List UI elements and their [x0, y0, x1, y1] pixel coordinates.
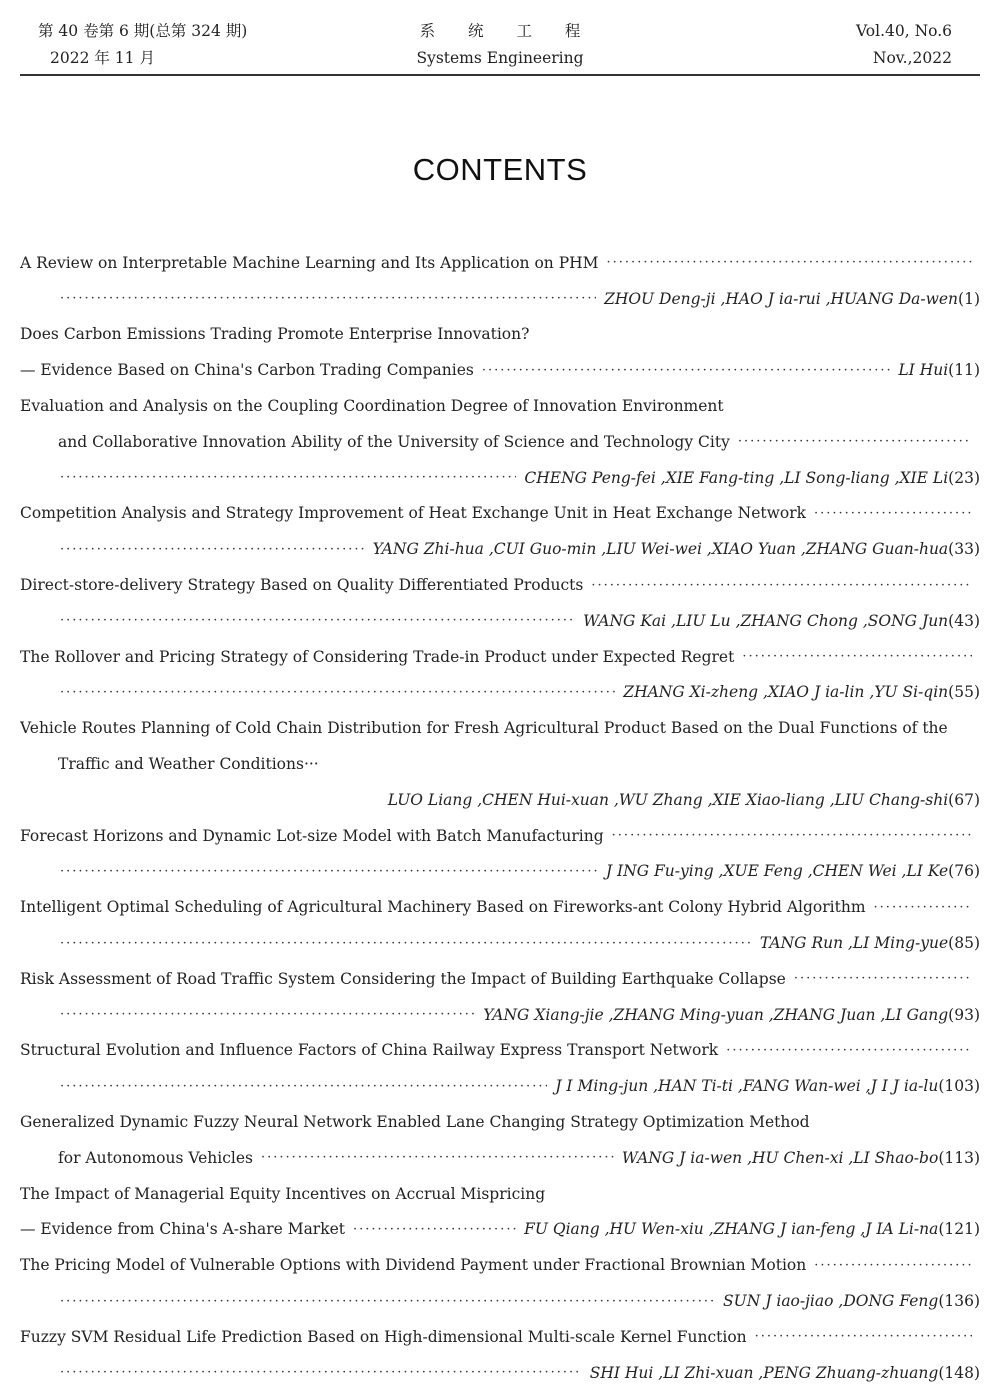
- leader-dots: [60, 1079, 547, 1094]
- article-title[interactable]: Risk Assessment of Road Traffic System Considering the Impact of Building Earthquake Collapse: [20, 969, 786, 988]
- page-number: (11): [948, 361, 980, 380]
- authors: J ING Fu-ying ,XUE Feng ,CHEN Wei ,LI Ke: [605, 862, 949, 881]
- toc-entry-title[interactable]: [20, 567, 980, 603]
- toc-entry-authors: [20, 281, 980, 317]
- article-title[interactable]: The Rollover and Pricing Strategy of Considering Trade-in Product under Expected Regret: [20, 647, 735, 666]
- authors: CHENG Peng-fei ,XIE Fang-ting ,LI Song-liang ,XIE Li: [524, 468, 949, 487]
- leader-dots: [60, 291, 596, 306]
- page-number: (1): [958, 289, 980, 308]
- toc-entry-authors: [20, 675, 980, 711]
- leader-dots: [607, 255, 972, 270]
- authors: ZHANG Xi-zheng ,XIAO J ia-lin ,YU Si-qin: [623, 683, 949, 702]
- toc-entry-title-cont: [20, 352, 980, 388]
- article-title[interactable]: Intelligent Optimal Scheduling of Agricultural Machinery Based on Fireworks-ant Colony Hybrid Algorithm: [20, 898, 866, 917]
- toc-entry-authors: [20, 925, 980, 961]
- page-title: CONTENTS: [412, 152, 588, 187]
- page-number: (23): [948, 468, 980, 487]
- article-title[interactable]: The Impact of Managerial Equity Incentives on Accrual Mispricing: [20, 1184, 546, 1203]
- article-title[interactable]: Competition Analysis and Strategy Improvement of Heat Exchange Unit in Heat Exchange Network: [20, 504, 807, 523]
- toc-entry-authors: [20, 854, 980, 890]
- leader-dots: [60, 864, 598, 879]
- toc-entry-title[interactable]: [20, 388, 980, 424]
- leader-dots: [874, 900, 972, 915]
- authors: WANG Kai ,LIU Lu ,ZHANG Chong ,SONG Jun: [583, 611, 949, 630]
- journal-title-en: Systems Engineering: [416, 49, 584, 67]
- leader-dots: [814, 1258, 972, 1273]
- toc-entry-title[interactable]: [20, 245, 980, 281]
- date-cn: 2022 年 11 月: [50, 49, 155, 67]
- toc-entry-title[interactable]: [20, 818, 980, 854]
- toc-entry-authors: [20, 603, 980, 639]
- article-title-cont[interactable]: for Autonomous Vehicles: [58, 1148, 253, 1167]
- leader-dots: [814, 506, 972, 521]
- header-center: [20, 18, 980, 72]
- leader-dots: [60, 1365, 582, 1380]
- toc-entry-title[interactable]: [20, 639, 980, 675]
- date-en: Nov.,2022: [872, 49, 952, 67]
- page-number: (148): [938, 1363, 980, 1382]
- page-number: (55): [948, 683, 980, 702]
- page-number: (85): [948, 934, 980, 953]
- authors: YANG Xiang-jie ,ZHANG Ming-yuan ,ZHANG Juan ,LI Gang: [483, 1005, 949, 1024]
- table-of-contents: [20, 245, 980, 1391]
- toc-entry-title[interactable]: [20, 317, 980, 353]
- toc-entry-title-cont: [20, 746, 980, 782]
- leader-dots: [353, 1222, 516, 1237]
- page-number: (121): [938, 1220, 980, 1239]
- toc-entry-authors: [20, 1283, 980, 1319]
- toc-entry-title[interactable]: [20, 1033, 980, 1069]
- page-number: (76): [948, 862, 980, 881]
- leader-dots: [738, 434, 972, 449]
- authors: YANG Zhi-hua ,CUI Guo-min ,LIU Wei-wei ,XIAO Yuan ,ZHANG Guan-hua: [372, 540, 949, 559]
- article-title[interactable]: Generalized Dynamic Fuzzy Neural Network Enabled Lane Changing Strategy Optimization Method: [20, 1113, 810, 1132]
- leader-dots: [794, 971, 972, 986]
- article-title-cont[interactable]: and Collaborative Innovation Ability of the University of Science and Technology City: [58, 432, 730, 451]
- authors: WANG J ia-wen ,HU Chen-xi ,LI Shao-bo: [621, 1148, 939, 1167]
- leader-dots: [60, 1294, 715, 1309]
- page-number: (113): [938, 1148, 980, 1167]
- leader-dots: [482, 363, 891, 378]
- leader-dots: [60, 1007, 475, 1022]
- authors: J I Ming-jun ,HAN Ti-ti ,FANG Wan-wei ,J I J ia-lu: [555, 1077, 939, 1096]
- leader-dots: [755, 1329, 972, 1344]
- article-title[interactable]: A Review on Interpretable Machine Learning and Its Application on PHM: [20, 253, 599, 272]
- toc-entry-title[interactable]: [20, 889, 980, 925]
- page-number: (93): [948, 1005, 980, 1024]
- toc-entry-authors: [20, 1355, 980, 1391]
- article-subtitle[interactable]: — Evidence from China's A-share Market: [20, 1220, 346, 1239]
- toc-entry-title[interactable]: [20, 1247, 980, 1283]
- toc-entry-title[interactable]: [20, 710, 980, 746]
- article-title[interactable]: Forecast Horizons and Dynamic Lot-size Model with Batch Manufacturing: [20, 826, 604, 845]
- article-title[interactable]: Does Carbon Emissions Trading Promote Enterprise Innovation?: [20, 325, 530, 344]
- article-subtitle[interactable]: — Evidence Based on China's Carbon Trading Companies: [20, 361, 474, 380]
- leader-dots: [261, 1150, 614, 1165]
- page-number: (103): [938, 1077, 980, 1096]
- leader-dots: [742, 649, 972, 664]
- page-header: [20, 18, 980, 76]
- page-number: (33): [948, 540, 980, 559]
- article-title[interactable]: Vehicle Routes Planning of Cold Chain Distribution for Fresh Agricultural Product Based on the Dual Functions of the: [20, 719, 948, 738]
- volume-en: Vol.40, No.6: [856, 22, 952, 40]
- leader-dots: [60, 685, 615, 700]
- leader-dots: [60, 542, 365, 557]
- toc-entry-authors: [20, 782, 980, 818]
- volume-cn: 第 40 卷第 6 期(总第 324 期): [38, 22, 248, 40]
- journal-title-cn: 系 统 工 程: [419, 22, 595, 40]
- leader-dots: [60, 613, 575, 628]
- toc-entry-title[interactable]: [20, 1176, 980, 1212]
- leader-dots: [726, 1043, 972, 1058]
- toc-entry-authors: [20, 531, 980, 567]
- article-title[interactable]: Fuzzy SVM Residual Life Prediction Based on High-dimensional Multi-scale Kernel Function: [20, 1327, 747, 1346]
- toc-entry-title[interactable]: [20, 961, 980, 997]
- toc-entry-authors: [20, 1068, 980, 1104]
- article-title[interactable]: Structural Evolution and Influence Factors of China Railway Express Transport Network: [20, 1041, 719, 1060]
- page-number: (136): [938, 1292, 980, 1310]
- article-title[interactable]: Evaluation and Analysis on the Coupling Coordination Degree of Innovation Environment: [20, 397, 724, 416]
- toc-entry-title[interactable]: [20, 496, 980, 532]
- page-number: (67): [948, 790, 980, 809]
- authors: SUN J iao-jiao ,DONG Feng: [723, 1292, 939, 1310]
- toc-entry-authors: [20, 460, 980, 496]
- leader-dots: [60, 470, 516, 485]
- toc-entry-title-cont: [20, 1212, 980, 1248]
- header-right: [856, 18, 952, 72]
- leader-dots: [591, 578, 972, 593]
- toc-entry-title[interactable]: [20, 1319, 980, 1355]
- authors: ZHOU Deng-ji ,HAO J ia-rui ,HUANG Da-wen: [604, 289, 959, 308]
- article-title[interactable]: The Pricing Model of Vulnerable Options with Dividend Payment under Fractional Brownian Motion: [20, 1256, 807, 1275]
- authors: SHI Hui ,LI Zhi-xuan ,PENG Zhuang-zhuang: [589, 1363, 939, 1382]
- authors: LI Hui: [898, 361, 949, 380]
- toc-entry-title-cont: [20, 424, 980, 460]
- authors: FU Qiang ,HU Wen-xiu ,ZHANG J ian-feng ,J IA Li-na: [524, 1220, 939, 1239]
- authors: LUO Liang ,CHEN Hui-xuan ,WU Zhang ,XIE Xiao-liang ,LIU Chang-shi: [387, 790, 949, 809]
- toc-entry-title-cont: [20, 1140, 980, 1176]
- toc-entry-authors: [20, 997, 980, 1033]
- authors: TANG Run ,LI Ming-yue: [759, 934, 949, 953]
- article-title[interactable]: Direct-store-delivery Strategy Based on Quality Differentiated Products: [20, 576, 584, 595]
- page-number: (43): [948, 611, 980, 630]
- leader-dots: [60, 936, 752, 951]
- leader-dots: [612, 828, 972, 843]
- article-title-cont[interactable]: Traffic and Weather Conditions···: [58, 755, 319, 774]
- toc-entry-title[interactable]: [20, 1104, 980, 1140]
